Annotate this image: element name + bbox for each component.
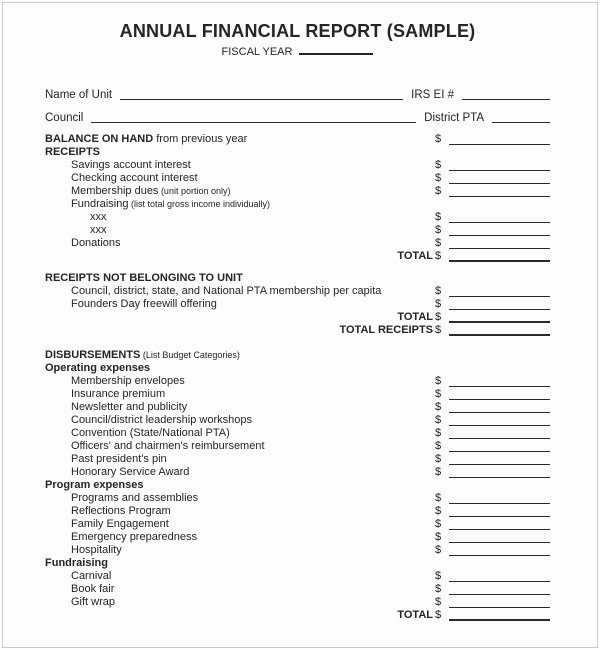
amount-blank-line xyxy=(449,502,550,504)
amount-blank-line xyxy=(449,424,550,426)
form-row xyxy=(45,401,550,414)
amount-cell xyxy=(435,544,550,557)
amount-blank-line xyxy=(449,606,550,608)
fiscal-year-blank-line xyxy=(299,52,373,55)
row-label: Founders Day freewill offering xyxy=(71,298,217,310)
row-label: Insurance premium xyxy=(71,388,166,400)
form-row xyxy=(45,159,550,172)
dollar-sign: $ xyxy=(435,185,442,197)
form-row xyxy=(45,298,550,311)
amount-cell xyxy=(435,401,550,414)
amount-blank-line xyxy=(449,593,550,595)
section-row xyxy=(45,349,550,362)
amount-cell xyxy=(435,311,550,324)
amount-cell xyxy=(435,609,550,622)
row-label: Savings account interest xyxy=(71,159,191,171)
row-label: Fundraising (list total gross income individually) xyxy=(71,198,271,210)
amount-blank-line xyxy=(449,259,550,262)
amount-blank-line xyxy=(449,143,550,145)
amount-blank-line xyxy=(449,554,550,556)
section-label: RECEIPTS xyxy=(45,146,101,158)
amount-blank-line xyxy=(449,221,550,223)
dollar-sign: $ xyxy=(435,492,442,504)
fiscal-year-row xyxy=(45,45,550,59)
row-label: Donations xyxy=(71,237,121,249)
amount-blank-line xyxy=(449,528,550,530)
header-fields xyxy=(45,79,550,125)
dollar-sign: $ xyxy=(435,414,442,426)
row-label: Gift wrap xyxy=(71,596,116,608)
form-row xyxy=(45,172,550,185)
row-label: Checking account interest xyxy=(71,172,198,184)
amount-cell xyxy=(435,172,550,185)
section-label: Operating expenses xyxy=(45,362,151,374)
dollar-sign: $ xyxy=(435,133,442,145)
total-row xyxy=(45,609,550,622)
amount-blank-line xyxy=(449,476,550,478)
row-label: Hospitality xyxy=(71,544,122,556)
section-label: Fundraising xyxy=(45,557,108,569)
row-label: Membership dues (unit portion only) xyxy=(71,185,231,197)
fiscal-year-label: FISCAL YEAR xyxy=(221,46,293,58)
dollar-sign: $ xyxy=(435,172,442,184)
form-row xyxy=(45,596,550,609)
row-label: Book fair xyxy=(71,583,115,595)
dollar-sign: $ xyxy=(435,453,442,465)
dollar-sign: $ xyxy=(435,518,442,530)
amount-blank-line xyxy=(449,515,550,517)
fill-in-line xyxy=(462,98,550,100)
amount-blank-line xyxy=(449,169,550,171)
amount-blank-line xyxy=(449,437,550,439)
form-row xyxy=(45,570,550,583)
form-row xyxy=(45,531,550,544)
amount-cell xyxy=(435,531,550,544)
fill-in-line xyxy=(120,98,403,100)
row-label: Council, district, state, and National PTA membership per capita xyxy=(71,285,382,297)
form-row xyxy=(45,544,550,557)
amount-cell xyxy=(435,324,550,337)
section-label: DISBURSEMENTS xyxy=(45,349,141,361)
label-note: (unit portion only) xyxy=(158,186,231,196)
amount-cell xyxy=(435,285,550,298)
row-label xyxy=(45,557,435,570)
field-label: IRS EI # xyxy=(411,89,454,101)
amount-blank-line xyxy=(449,463,550,465)
dollar-sign: $ xyxy=(435,583,442,595)
amount-blank-line xyxy=(449,234,550,236)
amount-cell xyxy=(435,596,550,609)
amount-cell xyxy=(435,427,550,440)
report-title: ANNUAL FINANCIAL REPORT (SAMPLE) xyxy=(119,21,476,41)
amount-blank-line xyxy=(449,195,550,197)
form-row xyxy=(45,440,550,453)
dollar-sign: $ xyxy=(435,531,442,543)
amount-cell xyxy=(435,211,550,224)
amount-cell xyxy=(435,583,550,596)
amount-cell xyxy=(435,570,550,583)
section-row xyxy=(45,146,550,159)
row-label: Convention (State/National PTA) xyxy=(71,427,230,439)
section-label: RECEIPTS NOT BELONGING TO UNIT xyxy=(45,272,243,284)
row-label: Emergency preparedness xyxy=(71,531,197,543)
amount-cell xyxy=(435,388,550,401)
dollar-sign: $ xyxy=(435,298,442,310)
row-label: Membership envelopes xyxy=(71,375,185,387)
section-row xyxy=(45,362,550,375)
amount-cell xyxy=(435,185,550,198)
row-label: Newsletter and publicity xyxy=(71,401,188,413)
dollar-sign: $ xyxy=(435,285,442,297)
field-label: District PTA xyxy=(424,112,484,124)
row-label xyxy=(45,362,435,375)
form-row xyxy=(45,388,550,401)
section-row xyxy=(45,557,550,570)
amount-blank-line xyxy=(449,182,550,184)
row-label: Reflections Program xyxy=(71,505,171,517)
amount-blank-line xyxy=(449,580,550,582)
field-label: Council xyxy=(45,112,84,124)
form-row xyxy=(45,375,550,388)
row-label: xxx xyxy=(90,224,107,236)
section-label: Program expenses xyxy=(45,479,144,491)
fill-in-line xyxy=(492,121,550,123)
dollar-sign: $ xyxy=(435,505,442,517)
total-label: TOTAL RECEIPTS xyxy=(339,324,433,336)
amount-cell xyxy=(435,159,550,172)
form-row xyxy=(45,453,550,466)
row-label: Honorary Service Award xyxy=(71,466,190,478)
amount-blank-line xyxy=(449,385,550,387)
amount-cell xyxy=(435,505,550,518)
label-note: (list total gross income individually) xyxy=(128,199,271,209)
fill-in-line xyxy=(91,121,416,123)
dollar-sign: $ xyxy=(435,237,442,249)
dollar-sign: $ xyxy=(435,596,442,608)
dollar-sign: $ xyxy=(435,250,442,262)
row-label xyxy=(45,349,435,362)
amount-cell xyxy=(435,440,550,453)
amount-cell xyxy=(435,298,550,311)
row-label: Past president's pin xyxy=(71,453,167,465)
row-label: Carnival xyxy=(71,570,112,582)
form-row xyxy=(45,492,550,505)
amount-cell xyxy=(435,237,550,250)
amount-blank-line xyxy=(449,308,550,310)
form-row xyxy=(45,583,550,596)
form-row xyxy=(45,414,550,427)
row-label xyxy=(45,479,435,492)
amount-cell xyxy=(435,133,550,146)
field-label: Name of Unit xyxy=(45,89,113,101)
amount-blank-line xyxy=(449,411,550,413)
form-row xyxy=(45,505,550,518)
dollar-sign: $ xyxy=(435,609,442,621)
row-label xyxy=(45,146,435,159)
header-field-row xyxy=(45,102,550,125)
report-rows xyxy=(45,133,550,622)
amount-cell xyxy=(435,250,550,263)
dollar-sign: $ xyxy=(435,311,442,323)
section-row xyxy=(45,272,550,285)
dollar-sign: $ xyxy=(435,375,442,387)
total-label: TOTAL xyxy=(397,311,433,323)
form-row xyxy=(45,237,550,250)
amount-cell xyxy=(435,453,550,466)
total-label: TOTAL xyxy=(397,250,433,262)
total-label: TOTAL xyxy=(397,609,433,621)
row-label: Family Engagement xyxy=(71,518,169,530)
row-label: xxx xyxy=(90,211,107,223)
amount-cell xyxy=(435,492,550,505)
amount-cell xyxy=(435,466,550,479)
amount-cell xyxy=(435,518,550,531)
form-row xyxy=(45,224,550,237)
form-row xyxy=(45,211,550,224)
row-label: Officers' and chairmen's reimbursement xyxy=(71,440,265,452)
form-row xyxy=(45,466,550,479)
total-row xyxy=(45,311,550,324)
form-row xyxy=(45,285,550,298)
dollar-sign: $ xyxy=(435,388,442,400)
amount-cell xyxy=(435,224,550,237)
row-label: BALANCE ON HAND from previous year xyxy=(45,133,248,145)
dollar-sign: $ xyxy=(435,211,442,223)
amount-blank-line xyxy=(449,247,550,249)
dollar-sign: $ xyxy=(435,159,442,171)
total-row xyxy=(45,250,550,263)
bold-label-part: BALANCE ON HAND xyxy=(45,133,154,145)
section-row xyxy=(45,479,550,492)
section-gap xyxy=(45,337,550,349)
dollar-sign: $ xyxy=(435,224,442,236)
dollar-sign: $ xyxy=(435,440,442,452)
total-row xyxy=(45,324,550,337)
amount-blank-line xyxy=(449,333,550,336)
amount-cell xyxy=(435,375,550,388)
amount-blank-line xyxy=(449,450,550,452)
amount-blank-line xyxy=(449,295,550,297)
amount-blank-line xyxy=(449,320,550,323)
dollar-sign: $ xyxy=(435,570,442,582)
dollar-sign: $ xyxy=(435,544,442,556)
amount-cell xyxy=(435,414,550,427)
amount-blank-line xyxy=(449,541,550,543)
section-gap xyxy=(45,263,550,272)
form-row xyxy=(45,185,550,198)
amount-blank-line xyxy=(449,398,550,400)
header-field-row xyxy=(45,79,550,102)
form-row xyxy=(45,518,550,531)
dollar-sign: $ xyxy=(435,427,442,439)
form-row xyxy=(45,198,550,211)
form-row xyxy=(45,427,550,440)
dollar-sign: $ xyxy=(435,401,442,413)
row-label xyxy=(45,272,435,285)
dollar-sign: $ xyxy=(435,324,442,336)
row-label: Council/district leadership workshops xyxy=(71,414,252,426)
dollar-sign: $ xyxy=(435,466,442,478)
row-label: Programs and assemblies xyxy=(71,492,199,504)
amount-blank-line xyxy=(449,618,550,621)
form-row xyxy=(45,133,550,146)
label-note: (List Budget Categories) xyxy=(140,350,240,360)
